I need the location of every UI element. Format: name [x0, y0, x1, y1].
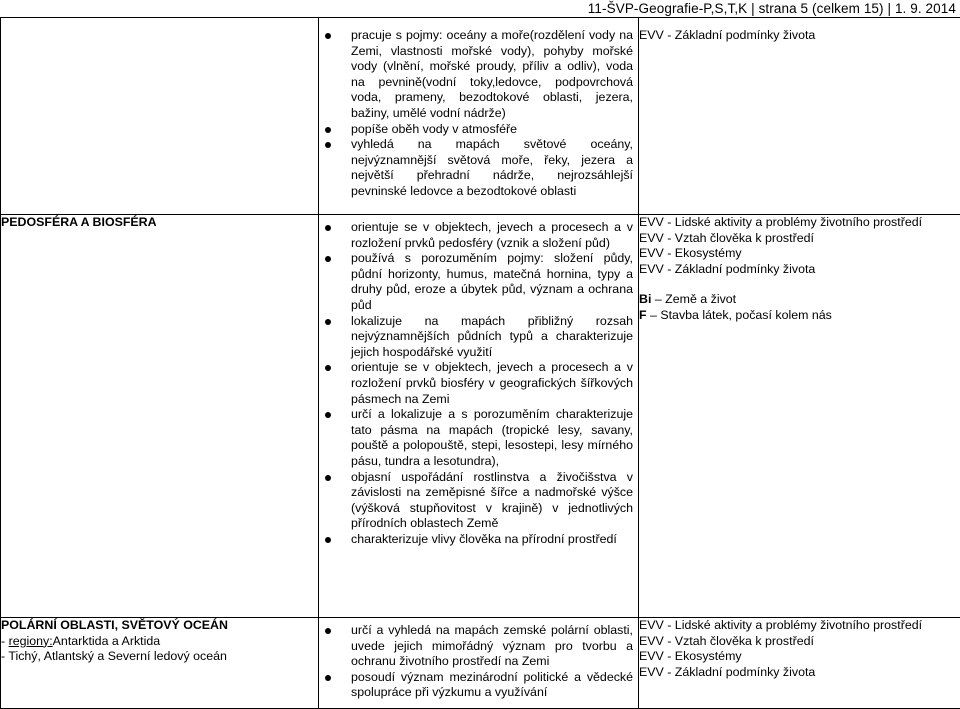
theme-line: - regiony:Antarktida a Arktida [1, 634, 318, 650]
list-item: orientuje se v objektech, jevech a procesech a v rozložení prvků pedosféry (vznik a složení půd) [351, 220, 633, 251]
theme-cell [1, 18, 319, 215]
table-row [1, 215, 960, 618]
list-item: posoudí význam mezinárodní politické a vědecké spolupráce při výzkumu a využívání [351, 670, 633, 701]
theme-cell [1, 618, 319, 709]
regions-link[interactable]: regiony: [9, 634, 53, 648]
list-item: objasní uspořádání rostlinstva a živočišstva v závislosti na zeměpisné šířce a nadmořské výšce (výšková stupňovitost v krajině) v jednotlivých přírodních oblastech Země [351, 470, 633, 532]
outcomes-cell [319, 618, 639, 709]
cross-theme: EVV - Základní podmínky života [639, 262, 960, 278]
cross-theme: F – Stavba látek, počasí kolem nás [639, 308, 960, 324]
table-row [1, 18, 960, 215]
cross-theme: EVV - Lidské aktivity a problémy životního prostředí [639, 215, 960, 231]
list-item: charakterizuje vlivy člověka na přírodní prostředí [351, 532, 633, 548]
theme-cell [1, 215, 319, 618]
theme-line: - Tichý, Atlantský a Severní ledový oceán [1, 649, 318, 665]
list-item: pracuje s pojmy: oceány a moře(rozdělení vody na Zemi, vlastnosti mořské vody), pohyby mořské vody (vlnění, mořské proudy, příliv a odliv), voda na pevnině(vodní toky,ledovce, podpovrchová voda, prameny, bezodtokové oblasti, jezera, bažiny, umělé vodní nádrže) [351, 28, 633, 122]
list-item: popíše oběh vody v atmosféře [351, 122, 633, 138]
curriculum-table [0, 17, 960, 709]
cross-themes-cell [639, 618, 960, 709]
list-item: určí a lokalizuje a s porozuměním charakterizuje tato pásma na mapách (tropické lesy, savany, pouště a polopouště, stepi, lesostepi, lesy mírného pásu, tundra a lesotundra), [351, 407, 633, 469]
spacer [639, 277, 960, 292]
outcomes-cell [319, 215, 639, 618]
cross-themes-cell [639, 215, 960, 618]
page-header: 11-ŠVP-Geografie-P,S,T,K | strana 5 (celkem 15) | 1. 9. 2014 [588, 1, 956, 17]
cross-theme: EVV - Ekosystémy [639, 649, 960, 665]
cross-theme: EVV - Základní podmínky života [639, 665, 960, 681]
outcomes-list [319, 618, 638, 701]
theme-title: POLÁRNÍ OBLASTI, SVĚTOVÝ OCEÁN [1, 618, 318, 634]
list-item: určí a vyhledá na mapách zemské polární oblasti, uvede jejich mimořádný význam pro tvorbu a ochranu životního prostředí na Zemi [351, 623, 633, 670]
cross-theme: EVV - Lidské aktivity a problémy životního prostředí [639, 618, 960, 634]
list-item: vyhledá na mapách světové oceány, nejvýznamnější světová moře, řeky, jezera a největší přehradní nádrže, nejrozsáhlejší pevninské ledovce a bezodtokové oblasti [351, 137, 633, 199]
outcomes-cell [319, 18, 639, 215]
table-row [1, 618, 960, 709]
list-item: orientuje se v objektech, jevech a procesech a v rozložení prvků biosféry v geografických šířkových pásmech na Zemi [351, 360, 633, 407]
cross-theme: Bi – Země a život [639, 292, 960, 308]
list-item: lokalizuje na mapách přibližný rozsah nejvýznamnějších půdních typů a charakterizuje jejich hospodářské využití [351, 314, 633, 361]
cross-theme: EVV - Vztah člověka k prostředí [639, 231, 960, 247]
outcomes-list [319, 215, 638, 547]
cross-theme: EVV - Vztah člověka k prostředí [639, 634, 960, 650]
cross-theme: EVV - Ekosystémy [639, 246, 960, 262]
cross-themes-cell [639, 18, 960, 215]
cross-theme: EVV - Základní podmínky života [639, 28, 960, 44]
theme-title: PEDOSFÉRA A BIOSFÉRA [1, 215, 318, 231]
list-item: používá s porozuměním pojmy: složení půdy, půdní horizonty, humus, matečná hornina, typy a druhy půd, eroze a úbytek půd, význam a ochrana půd [351, 251, 633, 313]
outcomes-list [319, 18, 638, 200]
